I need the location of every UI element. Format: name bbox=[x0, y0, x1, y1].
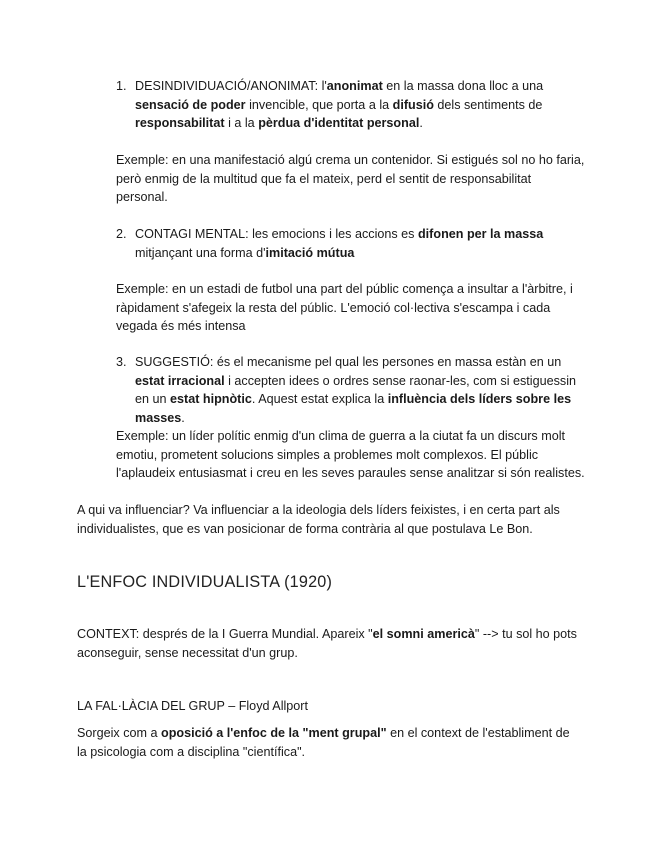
text-run: en la massa dona lloc a una bbox=[382, 79, 544, 93]
fallacy-title: LA FAL·LÀCIA DEL GRUP – Floyd Allport bbox=[77, 699, 308, 713]
list-number: 1. bbox=[116, 79, 127, 93]
list-item-1 bbox=[116, 77, 586, 133]
text-run: " --> tu sol ho pots aconseguir, sense necessitat d'un grup. bbox=[77, 627, 577, 660]
text-run: . bbox=[419, 116, 423, 130]
text-run: dels sentiments de bbox=[433, 97, 543, 112]
bold-text: estat irracional bbox=[135, 373, 225, 388]
bold-text: estat hipnòtic bbox=[170, 392, 252, 406]
text-run: en el context de l'establiment de la psicologia com a disciplina "científica". bbox=[77, 726, 570, 759]
list-item-text bbox=[135, 225, 586, 262]
influence-paragraph: A qui va influenciar? Va influenciar a la ideologia dels líders feixistes, i en certa part als individualistes, que es van posicionar de forma contrària al que postulava Le Bon. bbox=[77, 503, 560, 536]
list-item-text bbox=[135, 77, 586, 133]
example-paragraph-3: Exemple: un líder polític enmig d'un clima de guerra a la ciutat fa un discurs molt emotiu, prometent solucions simples a problemes molt complexos. El públic l'aplaudeix entusiasmat i creu en les seves paraules sense analitzar si són realistes. bbox=[116, 429, 585, 480]
text-run: invencible, que porta a la bbox=[245, 97, 393, 112]
text-run: . bbox=[181, 410, 185, 425]
example-paragraph-2: Exemple: en un estadi de futbol una part del públic comença a insultar a l'àrbitre, i ràpidament s'afegeix la resta del públic. L'emoció col·lectiva s'escampa i cada vegada és més intensa bbox=[116, 282, 573, 333]
fallacy-paragraph bbox=[77, 724, 577, 761]
example-paragraph-1: Exemple: en una manifestació algú crema un contenidor. Si estigués sol no ho faria, però enmig de la multitud que fa el mateix, perd el sentit de responsabilitat personal. bbox=[116, 153, 585, 204]
text-run: SUGGESTIÓ: és el mecanisme pel qual les persones en massa estàn en un bbox=[135, 355, 562, 369]
list-item-3 bbox=[116, 353, 586, 427]
bold-text: difonen per la massa bbox=[417, 227, 544, 241]
text-run: DESINDIVIDUACIÓ/ANONIMAT: l' bbox=[135, 79, 327, 93]
bold-text: sensació de poder bbox=[135, 97, 246, 112]
bold-text: influència dels líders sobre les masses bbox=[135, 392, 572, 425]
text-run: Sorgeix com a bbox=[77, 726, 161, 740]
bold-text: imitació mútua bbox=[265, 245, 355, 260]
list-number: 2. bbox=[116, 227, 127, 241]
text-run: mitjançant una forma d' bbox=[135, 245, 266, 260]
text-run: i a la bbox=[224, 116, 259, 130]
bold-text: el somni americà bbox=[372, 627, 475, 641]
bold-text: pèrdua d'identitat personal bbox=[258, 116, 420, 130]
section-heading: L'ENFOC INDIVIDUALISTA (1920) bbox=[77, 573, 333, 591]
text-run: i accepten idees o ordres sense raonar-les, com si estiguessin en un bbox=[135, 373, 577, 406]
bold-text: anonimat bbox=[326, 79, 383, 93]
text-run: CONTAGI MENTAL: les emocions i les accions es bbox=[135, 227, 418, 241]
text-run: CONTEXT: després de la I Guerra Mundial. Apareix " bbox=[77, 627, 373, 641]
list-item-2 bbox=[116, 225, 586, 262]
context-paragraph bbox=[77, 625, 577, 662]
list-number: 3. bbox=[116, 355, 127, 369]
bold-text: oposició a l'enfoc de la "ment grupal" bbox=[161, 726, 387, 740]
list-item-text bbox=[135, 353, 586, 427]
bold-text: responsabilitat bbox=[135, 116, 225, 130]
text-run: . Aquest estat explica la bbox=[251, 392, 388, 406]
bold-text: difusió bbox=[392, 97, 434, 112]
